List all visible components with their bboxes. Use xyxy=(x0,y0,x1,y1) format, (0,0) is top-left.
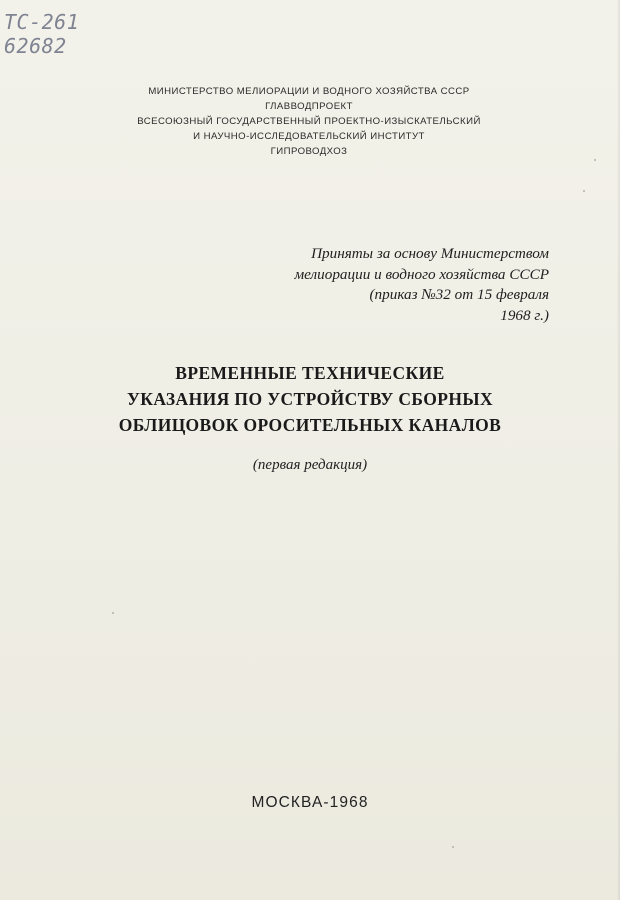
paper-speck xyxy=(112,612,114,614)
department-name-line: ГЛАВВОДПРОЕКТ xyxy=(265,101,353,112)
edition-note: (первая редакция) xyxy=(252,457,368,473)
institute-acronym-line: ГИПРОВОДХОЗ xyxy=(270,146,348,157)
ministry-header xyxy=(74,84,544,159)
title-line-3: ОБЛИЦОВОК ОРОСИТЕЛЬНЫХ КАНАЛОВ xyxy=(118,415,502,435)
title-line-2: УКАЗАНИЯ ПО УСТРОЙСТВУ СБОРНЫХ xyxy=(126,389,494,409)
approval-line-1: Приняты за основу Министерством xyxy=(311,245,549,262)
handwritten-catalog-note xyxy=(4,10,114,58)
publication-city-year: МОСКВА-1968 xyxy=(251,794,369,811)
institute-name-line-1: ВСЕСОЮЗНЫЙ ГОСУДАРСТВЕННЫЙ ПРОЕКТНО-ИЗЫСКАТЕЛЬСКИЙ xyxy=(137,116,481,127)
approval-line-2: мелиорации и водного хозяйства СССР xyxy=(294,265,549,283)
paper-speck xyxy=(583,190,585,192)
approval-line-4: 1968 г.) xyxy=(500,306,549,324)
document-title xyxy=(70,360,550,438)
paper-speck xyxy=(594,159,596,161)
ministry-name-line: МИНИСТЕРСТВО МЕЛИОРАЦИИ И ВОДНОГО ХОЗЯЙСТВА СССР xyxy=(148,86,470,97)
approval-statement xyxy=(229,244,549,326)
paper-speck xyxy=(452,846,454,848)
handwritten-catalog-number: 62682 xyxy=(4,34,67,58)
handwritten-catalog-code: ТС-261 xyxy=(4,10,80,34)
approval-line-3: (приказ №32 от 15 февраля xyxy=(369,286,549,303)
title-line-1: ВРЕМЕННЫЕ ТЕХНИЧЕСКИЕ xyxy=(175,363,445,383)
institute-name-line-2: И НАУЧНО-ИССЛЕДОВАТЕЛЬСКИЙ ИНСТИТУТ xyxy=(193,131,425,142)
